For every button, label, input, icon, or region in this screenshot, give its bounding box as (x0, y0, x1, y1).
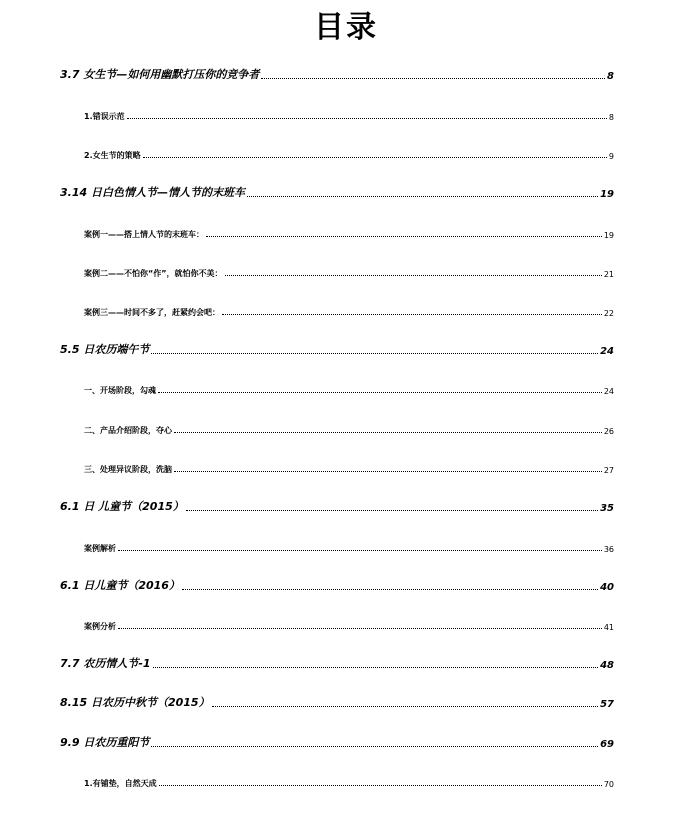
toc-entry[interactable] (60, 341, 614, 357)
dot-leader (143, 157, 607, 158)
toc-entry[interactable] (84, 302, 614, 318)
dot-leader (174, 471, 602, 472)
toc-entry-text: 9.9 日农历重阳节 (60, 736, 150, 749)
toc-entry-text: 5.5 日农历端午节 (60, 343, 150, 356)
dot-leader (222, 314, 602, 315)
dot-leader (261, 78, 605, 79)
dot-leader (151, 353, 598, 354)
toc-entry[interactable] (84, 773, 614, 789)
toc-entry[interactable] (60, 66, 614, 82)
toc-entry-text: 案例一——搭上情人节的末班车： (84, 230, 204, 239)
toc-entry-text: 案例解析 (84, 544, 116, 553)
toc-entry-page: 27 (603, 466, 614, 475)
toc-entry[interactable] (60, 655, 614, 671)
toc-entry[interactable] (84, 616, 614, 632)
toc-entry-text: 8.15 日农历中秋节（2015） (60, 696, 210, 709)
toc-entry[interactable] (60, 498, 614, 514)
toc-entry-page: 26 (603, 427, 614, 436)
dot-leader (174, 432, 602, 433)
toc-entry-page: 24 (600, 346, 614, 357)
dot-leader (153, 667, 599, 668)
toc-entry-text: 3.7 女生节—如何用幽默打压你的竞争者 (60, 68, 260, 81)
dot-leader (158, 392, 602, 393)
page-title: 目录 (314, 10, 378, 45)
toc-entry-page: 9 (608, 152, 614, 161)
toc-entry-page: 24 (603, 387, 614, 396)
toc-entry-text: 1.错误示范 (84, 112, 125, 121)
toc-entry[interactable] (60, 184, 614, 200)
toc-entry-page: 40 (600, 582, 614, 593)
toc-entry-page: 8 (608, 113, 614, 122)
toc-entry[interactable] (60, 577, 614, 593)
toc-entry[interactable] (84, 380, 614, 396)
toc-entry-text: 一、开场阶段，勾魂 (84, 386, 156, 395)
dot-leader (212, 706, 598, 707)
toc-entry-page: 19 (603, 231, 614, 240)
toc-entry[interactable] (60, 694, 614, 710)
dot-leader (151, 746, 598, 747)
toc-entry-text: 3.14 日白色情人节—情人节的末班车 (60, 186, 245, 199)
dot-leader (225, 275, 602, 276)
toc-entry-text: 案例三——时间不多了，赶紧约会吧： (84, 308, 220, 317)
toc-entry-text: 7.7 农历情人节-1 (60, 657, 151, 670)
toc-entry-page: 8 (607, 71, 614, 82)
toc-entry-page: 21 (603, 270, 614, 279)
toc-entry[interactable] (84, 420, 614, 436)
toc-entry[interactable] (84, 106, 614, 122)
toc-entry[interactable] (84, 538, 614, 554)
dot-leader (118, 550, 602, 551)
toc-entry-page: 41 (603, 623, 614, 632)
toc-entry-text: 案例分析 (84, 622, 116, 631)
dot-leader (127, 118, 607, 119)
toc-entry-page: 69 (600, 739, 614, 750)
dot-leader (118, 628, 602, 629)
toc-entry-page: 36 (603, 545, 614, 554)
toc-entry-page: 70 (603, 780, 614, 789)
dot-leader (159, 785, 602, 786)
toc-entry[interactable] (84, 459, 614, 475)
toc-entry-text: 二、产品介绍阶段，夺心 (84, 426, 172, 435)
toc-entry-page: 22 (603, 309, 614, 318)
toc-entry-page: 48 (600, 660, 614, 671)
dot-leader (182, 589, 598, 590)
toc-entry[interactable] (60, 734, 614, 750)
toc-entry-text: 6.1 日 儿童节（2015） (60, 500, 184, 513)
toc-entry-text: 2.女生节的策略 (84, 151, 141, 160)
dot-leader (247, 196, 598, 197)
toc-entry-text: 1.有铺垫，自然天成 (84, 779, 157, 788)
toc-entry-text: 案例二——不怕你“作”，就怕你不美： (84, 269, 223, 278)
toc-entry-page: 19 (600, 189, 614, 200)
toc-entry[interactable] (84, 224, 614, 240)
toc-entry-text: 6.1 日儿童节（2016） (60, 579, 180, 592)
dot-leader (186, 510, 598, 511)
toc-entry-page: 57 (600, 699, 614, 710)
toc-entry[interactable] (84, 145, 614, 161)
toc-entry-page: 35 (600, 503, 614, 514)
dot-leader (206, 236, 602, 237)
toc-entry-text: 三、处理异议阶段，洗脑 (84, 465, 172, 474)
toc-entry[interactable] (84, 263, 614, 279)
